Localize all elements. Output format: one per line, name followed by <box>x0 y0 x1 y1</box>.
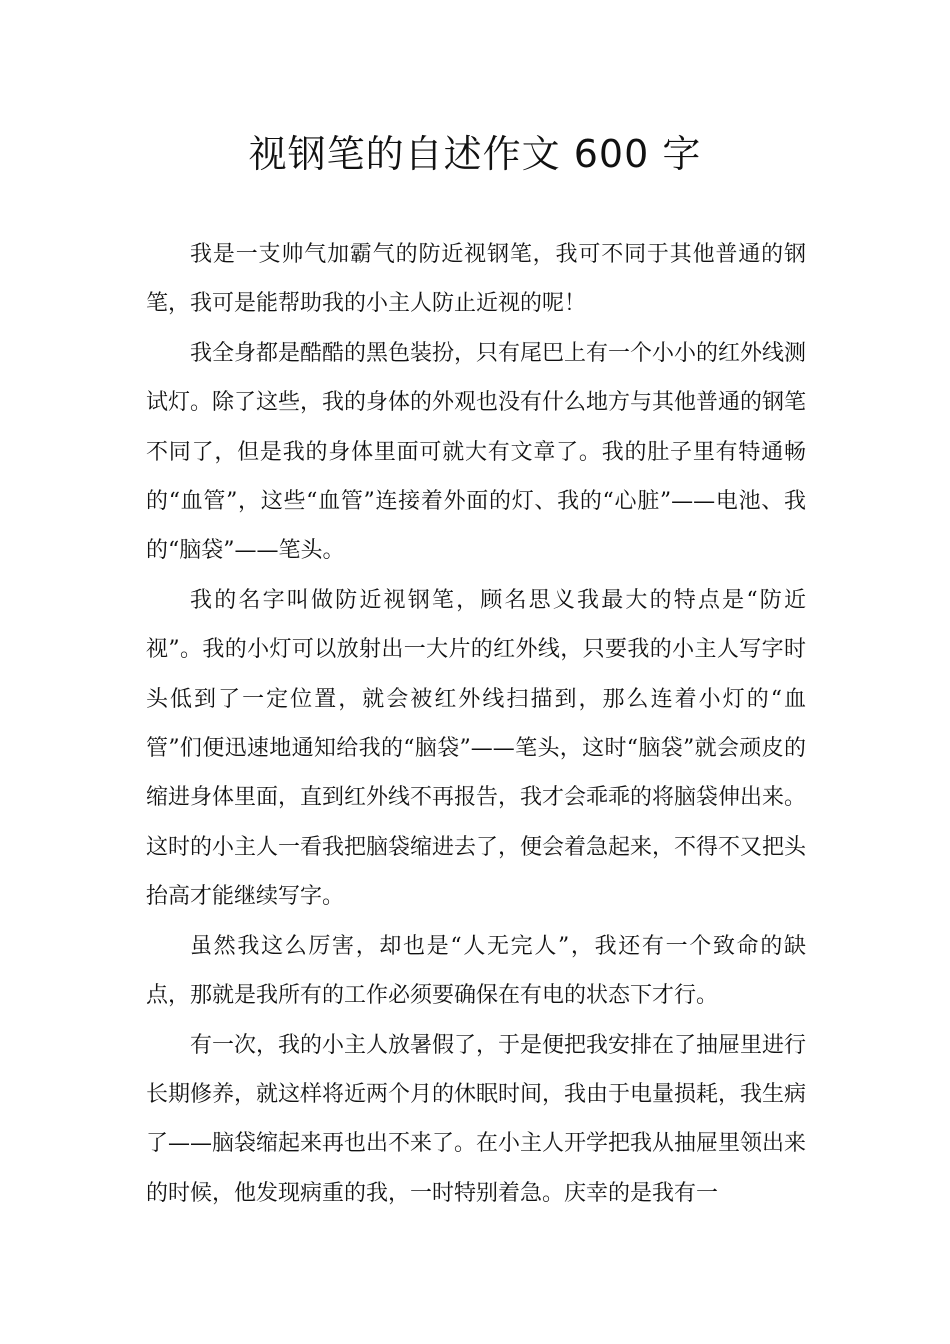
paragraph-3: 我的名字叫做防近视钢笔，顾名思义我最大的特点是“防近视”。我的小灯可以放射出一大片的红外线，只要我的小主人写字时头低到了一定位置，就会被红外线扫描到，那么连着小灯的“血管”们便迅速地通知给我的“脑袋”——笔头，这时“脑袋”就会顽皮的缩进身体里面，直到红外线不再报告，我才会乖乖的将脑袋伸出来。这时的小主人一看我把脑袋缩进去了，便会着急起来，不得不又把头抬高才能继续写字。 <box>146 587 807 910</box>
paragraph-1: 我是一支帅气加霸气的防近视钢笔，我可不同于其他普通的钢笔，我可是能帮助我的小主人防止近视的呢！ <box>146 242 806 317</box>
document-title: 视钢笔的自述作文 600 字 <box>248 132 702 176</box>
paragraph-5: 有一次，我的小主人放暑假了，于是便把我安排在了抽屉里进行长期修养，就这样将近两个月的休眠时间，我由于电量损耗，我生病了——脑袋缩起来再也出不来了。在小主人开学把我从抽屉里领出来的时候，他发现病重的我，一时特别着急。庆幸的是我有一 <box>146 1032 807 1206</box>
paragraph-2: 我全身都是酷酷的黑色装扮，只有尾巴上有一个小小的红外线测试灯。除了这些，我的身体的外观也没有什么地方与其他普通的钢笔不同了，但是我的身体里面可就大有文章了。我的肚子里有特通畅的“血管”，这些“血管”连接着外面的灯、我的“心脏”——电池、我的“脑袋”——笔头。 <box>146 340 807 564</box>
paragraph-4: 虽然我这么厉害，却也是“人无完人”，我还有一个致命的缺点，那就是我所有的工作必须要确保在有电的状态下才行。 <box>146 933 806 1009</box>
document-body <box>146 230 806 1218</box>
